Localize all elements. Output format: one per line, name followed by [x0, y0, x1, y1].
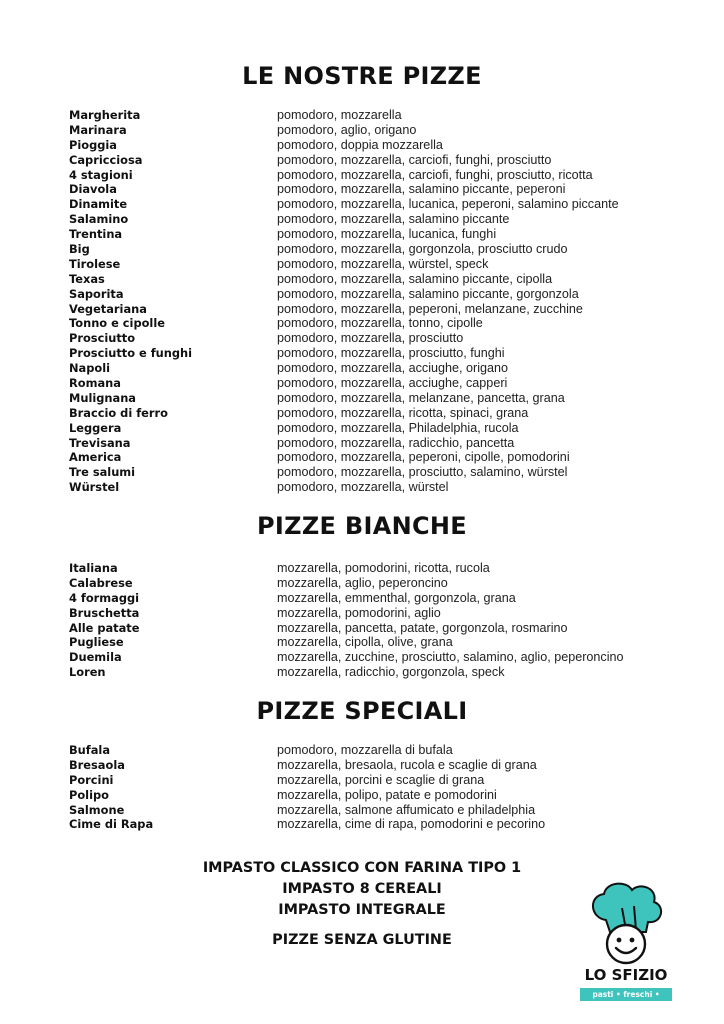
- section-title-pizze-speciali: PIZZE SPECIALI: [256, 697, 468, 725]
- dough-option-8-cereali: IMPASTO 8 CEREALI: [282, 881, 442, 897]
- section-title-le-nostre-pizze: LE NOSTRE PIZZE: [242, 62, 482, 90]
- pizza-ingredients: pomodoro, mozzarella, prosciutto, funghi: [277, 346, 505, 361]
- pizza-ingredients: pomodoro, aglio, origano: [277, 122, 417, 137]
- pizza-name: Napoli: [69, 361, 111, 376]
- menu-item: [69, 227, 689, 242]
- menu-item: [69, 788, 689, 803]
- pizza-ingredients: mozzarella, polipo, patate e pomodorini: [277, 787, 497, 802]
- pizza-ingredients: pomodoro, mozzarella, prosciutto, salamino, würstel: [277, 465, 568, 480]
- pizza-ingredients: mozzarella, porcini e scaglie di grana: [277, 772, 485, 787]
- menu-item: [69, 346, 689, 361]
- menu-item: [69, 376, 689, 391]
- pizza-ingredients: pomodoro, mozzarella, Philadelphia, rucola: [277, 420, 519, 435]
- pizza-ingredients: mozzarella, aglio, peperoncino: [277, 575, 448, 590]
- pizza-name: Romana: [69, 376, 121, 391]
- menu-item: [69, 257, 689, 272]
- pizza-name: Trentina: [69, 227, 123, 242]
- menu-item: [69, 650, 689, 665]
- menu-item: [69, 635, 689, 650]
- pizza-ingredients: pomodoro, mozzarella, peperoni, cipolle, pomodorini: [277, 450, 570, 465]
- pizza-name: Porcini: [69, 772, 114, 787]
- pizza-ingredients: pomodoro, mozzarella, salamino piccante, gorgonzola: [277, 286, 579, 301]
- logo-tagline: pasti • freschi • pronti: [580, 988, 672, 1001]
- pizza-ingredients: pomodoro, mozzarella, carciofi, funghi, prosciutto, ricotta: [277, 167, 593, 182]
- menu-item: [69, 316, 689, 331]
- pizza-ingredients: mozzarella, bresaola, rucola e scaglie di grana: [277, 757, 537, 772]
- pizza-list-classic: [69, 108, 689, 495]
- menu-item: [69, 212, 689, 227]
- pizza-list-speciali: [69, 743, 689, 832]
- pizza-name: Salmone: [69, 802, 125, 817]
- pizza-ingredients: pomodoro, mozzarella, salamino piccante: [277, 212, 510, 227]
- pizza-name: Big: [69, 242, 90, 257]
- pizza-ingredients: pomodoro, mozzarella, tonno, cipolle: [277, 316, 483, 331]
- chef-smiley-icon: [576, 880, 676, 966]
- pizza-ingredients: pomodoro, mozzarella, carciofi, funghi, prosciutto: [277, 152, 552, 167]
- pizza-name: Würstel: [69, 480, 120, 495]
- menu-item: [69, 287, 689, 302]
- dough-option-senza-glutine: PIZZE SENZA GLUTINE: [272, 932, 452, 948]
- pizza-name: Dinamite: [69, 197, 128, 212]
- pizza-ingredients: pomodoro, mozzarella, würstel, speck: [277, 256, 489, 271]
- pizza-ingredients: pomodoro, mozzarella, würstel: [277, 480, 449, 495]
- pizza-name: Loren: [69, 665, 106, 680]
- pizza-ingredients: mozzarella, cime di rapa, pomodorini e pecorino: [277, 817, 546, 832]
- pizza-name: Saporita: [69, 286, 124, 301]
- pizza-name: Tre salumi: [69, 465, 136, 480]
- pizza-name: Calabrese: [69, 575, 133, 590]
- dough-option-integrale: IMPASTO INTEGRALE: [278, 902, 446, 918]
- pizza-ingredients: mozzarella, pomodorini, ricotta, rucola: [277, 561, 490, 575]
- pizza-name: Tirolese: [69, 256, 121, 271]
- menu-item: [69, 197, 689, 212]
- pizza-name: Cime di Rapa: [69, 817, 154, 832]
- pizza-ingredients: pomodoro, mozzarella, salamino piccante, peperoni: [277, 182, 566, 197]
- pizza-ingredients: pomodoro, mozzarella, acciughe, origano: [277, 361, 509, 376]
- pizza-ingredients: pomodoro, mozzarella: [277, 108, 402, 122]
- menu-item: [69, 302, 689, 317]
- dough-option-classico: IMPASTO CLASSICO CON FARINA TIPO 1: [202, 860, 522, 876]
- pizza-ingredients: pomodoro, mozzarella, lucanica, funghi: [277, 227, 497, 242]
- pizza-ingredients: pomodoro, mozzarella di bufala: [277, 743, 453, 757]
- pizza-ingredients: mozzarella, emmenthal, gorgonzola, grana: [277, 590, 516, 605]
- pizza-ingredients: pomodoro, mozzarella, lucanica, peperoni, salamino piccante: [277, 197, 619, 212]
- pizza-ingredients: pomodoro, doppia mozzarella: [277, 137, 443, 152]
- menu-item: [69, 331, 689, 346]
- menu-item: [69, 450, 689, 465]
- menu-item: [69, 123, 689, 138]
- pizza-ingredients: pomodoro, mozzarella, ricotta, spinaci, grana: [277, 405, 529, 420]
- pizza-name: Salamino: [69, 212, 129, 227]
- pizza-name: Mulignana: [69, 390, 136, 405]
- menu-item: [69, 773, 689, 788]
- menu-item: [69, 153, 689, 168]
- pizza-name: Braccio di ferro: [69, 405, 168, 420]
- menu-item: [69, 272, 689, 287]
- section-title-pizze-bianche: PIZZE BIANCHE: [257, 512, 467, 540]
- menu-item: [69, 465, 689, 480]
- pizza-ingredients: pomodoro, mozzarella, prosciutto: [277, 331, 464, 346]
- pizza-name: 4 formaggi: [69, 590, 140, 605]
- menu-item: [69, 421, 689, 436]
- menu-item: [69, 138, 689, 153]
- pizza-name: Pioggia: [69, 137, 117, 152]
- pizza-ingredients: mozzarella, cipolla, olive, grana: [277, 635, 453, 650]
- pizza-ingredients: mozzarella, salmone affumicato e philadelphia: [277, 802, 536, 817]
- menu-item: [69, 817, 689, 832]
- pizza-name: Margherita: [69, 108, 141, 122]
- pizza-name: Trevisana: [69, 435, 131, 450]
- menu-item: [69, 391, 689, 406]
- pizza-name: Duemila: [69, 650, 122, 665]
- pizza-name: Pugliese: [69, 635, 124, 650]
- menu-item: [69, 606, 689, 621]
- lo-sfizio-logo: [576, 880, 676, 1012]
- menu-item: [69, 591, 689, 606]
- pizza-name: 4 stagioni: [69, 167, 133, 182]
- pizza-ingredients: pomodoro, mozzarella, salamino piccante, cipolla: [277, 271, 553, 286]
- pizza-name: Vegetariana: [69, 301, 147, 316]
- pizza-name: Marinara: [69, 122, 127, 137]
- pizza-name: Bruschetta: [69, 605, 140, 620]
- pizza-ingredients: mozzarella, zucchine, prosciutto, salamino, aglio, peperoncino: [277, 650, 624, 665]
- menu-item: [69, 480, 689, 495]
- pizza-name: Capricciosa: [69, 152, 143, 167]
- pizza-name: Polipo: [69, 787, 109, 802]
- menu-item: [69, 436, 689, 451]
- menu-item: [69, 406, 689, 421]
- pizza-name: Alle patate: [69, 620, 140, 635]
- pizza-ingredients: pomodoro, mozzarella, melanzane, pancetta, grana: [277, 390, 565, 405]
- pizza-ingredients: mozzarella, pomodorini, aglio: [277, 605, 441, 620]
- pizza-name: Prosciutto e funghi: [69, 346, 193, 361]
- menu-item: [69, 361, 689, 376]
- menu-item: [69, 665, 689, 680]
- menu-item: [69, 242, 689, 257]
- pizza-ingredients: pomodoro, mozzarella, peperoni, melanzane, zucchine: [277, 301, 583, 316]
- menu-item: [69, 168, 689, 183]
- pizza-ingredients: pomodoro, mozzarella, acciughe, capperi: [277, 376, 508, 391]
- pizza-name: America: [69, 450, 122, 465]
- pizza-name: Leggera: [69, 420, 122, 435]
- menu-item: [69, 108, 689, 123]
- pizza-ingredients: mozzarella, radicchio, gorgonzola, speck: [277, 665, 505, 680]
- pizza-list-bianche: [69, 561, 689, 680]
- pizza-name: Tonno e cipolle: [69, 316, 165, 331]
- menu-item: [69, 621, 689, 636]
- menu-item: [69, 182, 689, 197]
- pizza-name: Texas: [69, 271, 105, 286]
- pizza-name: Italiana: [69, 561, 118, 575]
- pizza-name: Bufala: [69, 743, 111, 757]
- pizza-ingredients: pomodoro, mozzarella, gorgonzola, prosciutto crudo: [277, 242, 568, 257]
- pizza-name: Prosciutto: [69, 331, 136, 346]
- menu-item: [69, 758, 689, 773]
- logo-brand-name: LO SFIZIO: [584, 966, 668, 984]
- pizza-ingredients: mozzarella, pancetta, patate, gorgonzola, rosmarino: [277, 620, 568, 635]
- pizza-ingredients: pomodoro, mozzarella, radicchio, pancetta: [277, 435, 515, 450]
- menu-item: [69, 743, 689, 758]
- menu-item: [69, 803, 689, 818]
- menu-item: [69, 576, 689, 591]
- menu-item: [69, 561, 689, 576]
- pizza-name: Diavola: [69, 182, 117, 197]
- pizza-name: Bresaola: [69, 757, 125, 772]
